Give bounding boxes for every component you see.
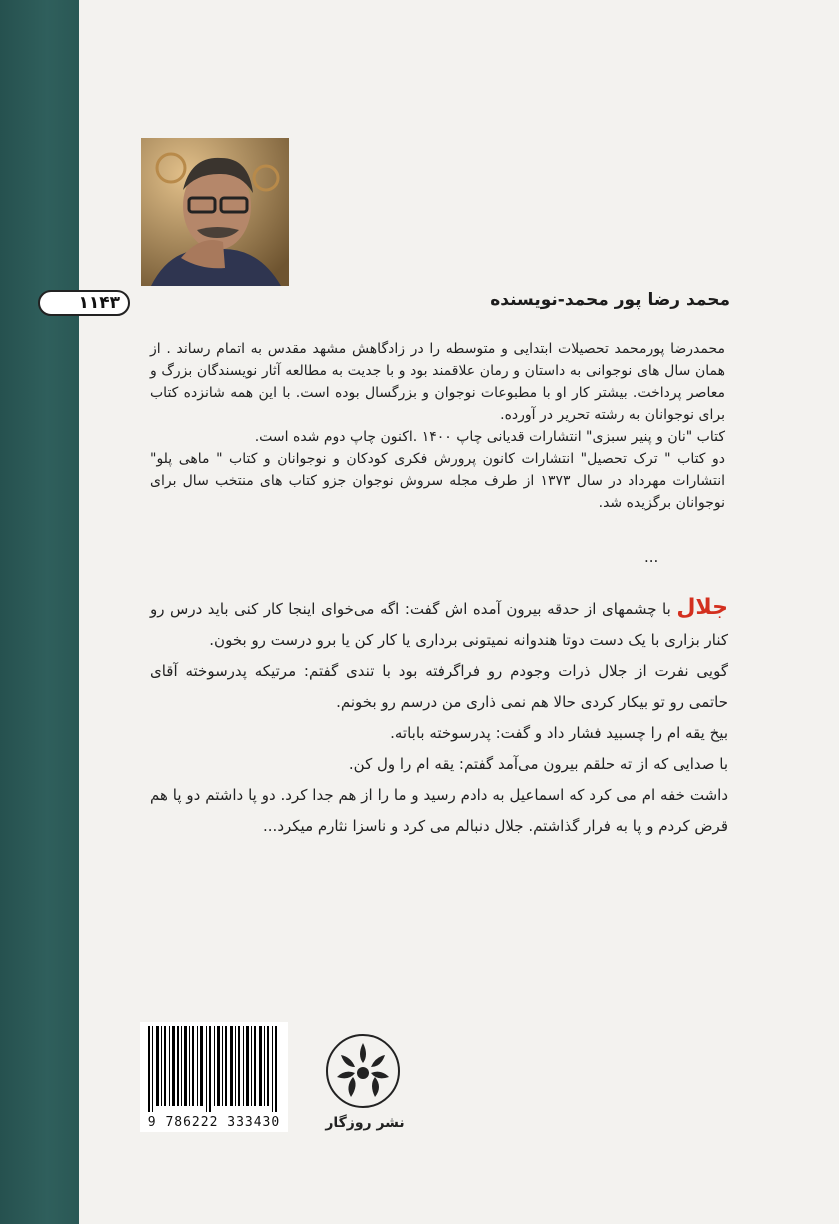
publisher-name: نشر روزگار [325,1115,405,1131]
excerpt-paragraph: داشت خفه ام می کرد که اسماعیل به دادم رسید و ما را از هم جدا کرد. دو پا داشتم دو پا هم قرض کردم و پا به فرار گذاشتم. جلال دنبالم می کرد و ناسزا نثارم میکرد... [150,786,728,835]
isbn-number: 9 786222 333430 [147,1115,281,1130]
bio-paragraph: محمدرضا پورمحمد تحصیلات ابتدایی و متوسطه را در زادگاهش مشهد مقدس به اتمام رساند . از همان سال های نوجوانی به داستان و رمان علاقمند بود و با جدیت به مطالعه آثار نویسندگان بزرگ و معاصر پرداخت. بیشتر کار او با مطبوعات نوجوان و بزرگسال بوده است. با این همه شانزده کتاب برای نوجوانان به رشته تحریر در آورده. [150,341,725,423]
publisher-logo-icon [325,1033,401,1109]
bio-paragraph: کتاب "نان و پنیر سبزی" انتشارات قدیانی چاپ ۱۴۰۰ .اکنون چاپ دوم شده است. [254,429,725,445]
character-name: جلال [676,595,728,620]
excerpt-paragraph: بیخ یقه ام را چسبید فشار داد و گفت: پدرسوخته باباته. [390,724,728,742]
book-excerpt [150,592,728,842]
excerpt-paragraph: با صدایی که از ته حلقم بیرون می‌آمد گفتم: یقه ام را ول کن. [348,755,728,773]
excerpt-paragraph [150,592,728,656]
excerpt-text: با چشمهای از حدقه بیرون آمده اش گفت: اگه می‌خوای اینجا کار کنی باید درس رو کنار بزاری با یک دست دوتا هندوانه نمیتونی برداری یا کار کن یا برو درست رو بخون. [150,600,728,649]
book-spine [0,0,79,1224]
author-caption: محمد رضا پور محمد-نویسنده [490,290,730,310]
excerpt-paragraph: گویی نفرت از جلال ذرات وجودم رو فراگرفته بود با تندی گفتم: مرتیکه پدرسوخته آقای حاتمی رو تو بیکار کردی حالا هم نمی ذاری من درسم رو بخونم. [150,662,728,711]
code-badge: ۱۱۴۳ [38,290,130,316]
author-photo [141,138,289,286]
section-ellipsis: ... [644,548,659,566]
bio-paragraph: دو کتاب " ترک تحصیل" انتشارات کانون پرورش فکری کودکان و نوجوانان و کتاب " ماهی پلو" انتشارات مهرداد در سال ۱۳۷۳ از طرف مجله سروش نوجوان جزو کتاب های منتخب سال برای نوجوانان برگزیده شد. [150,451,725,511]
author-bio [150,338,725,514]
